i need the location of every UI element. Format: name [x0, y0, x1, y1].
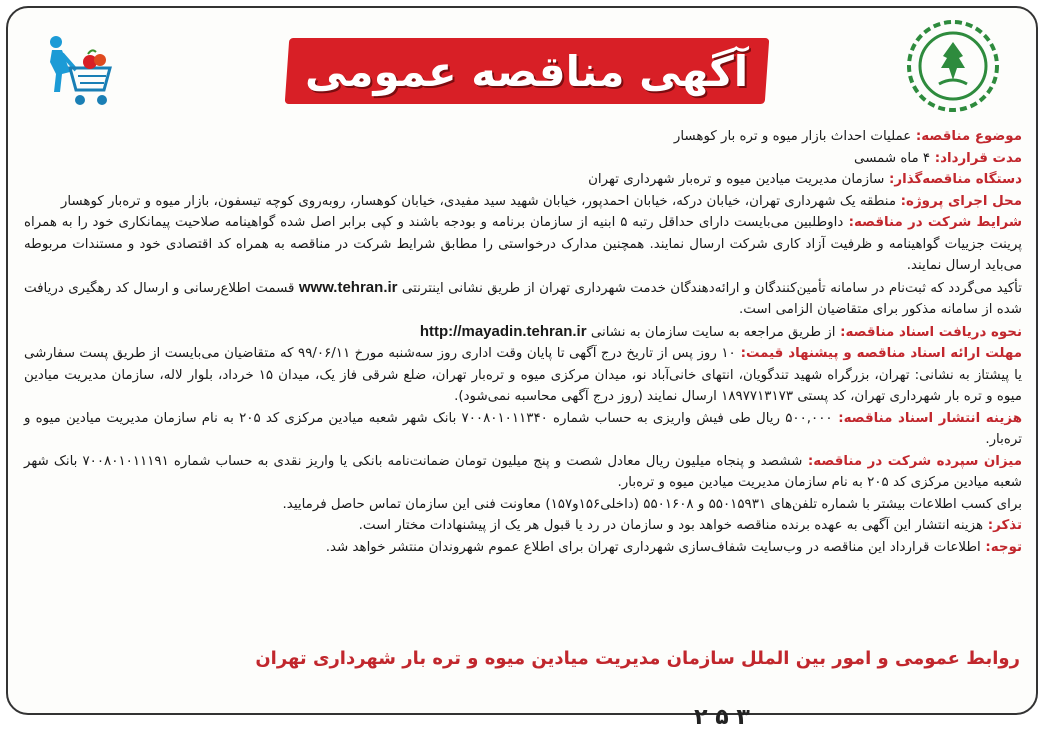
registration-note: [24, 277, 1022, 321]
organizer-text: سازمان مدیریت میادین میوه و تره‌بار شهرداری تهران: [588, 172, 885, 187]
duration-row: مدت قرارداد: ۴ ماه شمسی: [854, 150, 1022, 166]
deposit-row: میزان سپرده شرکت در مناقصه: ششصد و پنجاه میلیون ریال معادل شصت و پنج میلیون تومان ضمانت‌نامه بانکی یا واریز نقدی به حساب شماره ۷۰۰۸۰۱۰۱۱۱۹۱ بانک شهر شعبه میادین مرکزی کد ۲۰۵ به نام سازمان مدیریت میادین میوه و تره‌بار.: [24, 453, 1022, 490]
publication-cost-label: هزینه انتشار اسناد مناقصه: [843, 410, 1022, 426]
subject-text: عملیات احداث بازار میوه و تره بار کوهسار: [673, 129, 912, 144]
conditions-label: شرایط شرکت در مناقصه: [853, 215, 1022, 230]
shopping-cart-person-icon: [40, 32, 114, 110]
contact-row: [24, 494, 1022, 516]
location-label: محل اجرای پروژه: [906, 193, 1022, 209]
registration-note-end: قسمت اطلاع‌رسانی و ارسال کد رهگیری دریافت شده از سامانه مذکور برای متقاضیان الزامی است.: [24, 280, 1022, 317]
mayadin-site-link[interactable]: http://mayadin.tehran.ir: [419, 322, 587, 340]
deadline-row: مهلت ارائه اسناد مناقصه و پیشنهاد قیمت: ۱۰ روز پس از تاریخ درج آگهی تا پایان وقت اداری روز سه‌شنبه مورخ ۹۹/۰۶/۱۱ که متقاضیان می‌بایست از طریق پست سفارشی یا پیشتاز به نشانی: تهران، بزرگراه شهید تندگویان، انتهای خانی‌آباد نو، میدان مرکزی میوه و تره‌بار تهران، ضلع شرقی فاز یک، میدان ۱۵ خرداد، بلوار لاله، سازمان مدیریت میادین میوه و تره بار شهرداری تهران، کد پستی ۱۸۹۷۷۱۳۱۷۳ ارسال نمایند (روز درج آگهی محاسبه نمی‌شود).: [24, 346, 1022, 404]
deadline-label: مهلت ارائه اسناد مناقصه و پیشنهاد قیمت: [745, 346, 1022, 361]
page-reference: ۳ ۵ ۲: [694, 705, 750, 730]
tehran-municipality-emblem-icon: [905, 18, 1001, 114]
attention-text: اطلاعات قرارداد این مناقصه در وب‌سایت شفاف‌سازی شهرداری تهران برای اطلاع عموم شهروندان منتشر خواهد شد.: [325, 539, 981, 555]
notice-title: آگهی مناقصه عمومی: [305, 46, 749, 96]
reminder-label: تذکر: [993, 518, 1022, 533]
notice-body: [24, 126, 1022, 558]
registration-note-start: تأکید می‌گردد که ثبت‌نام در سامانه تأمین‌کنندگان و ارائه‌دهندگان خدمت شهرداری تهران از طریق نشانی اینترنتی: [401, 280, 1022, 296]
documents-text: از طریق مراجعه به سایت سازمان به نشانی: [590, 324, 836, 340]
tehran-portal-link[interactable]: www.tehran.ir: [298, 278, 398, 296]
conditions-row: شرایط شرکت در مناقصه: داوطلبین می‌بایست دارای حداقل رتبه ۵ ابنیه از سازمان برنامه و بودجه باشند و کپی برابر اصل شده گواهینامه صلاحیت پیمانکاری خود را به همراه پرینت جزییات گواهینامه و ظرفیت آزاد کاری شرکت ارسال نمایند. همچنین مدارک درخواستی را مطابق شرایط شرکت در مناقصه به همراه کد اقتصادی خود و مستندات مربوطه می‌باید ارسال نمایند.: [24, 215, 1022, 273]
conditions-text: داوطلبین می‌بایست دارای حداقل رتبه ۵ ابنیه از سازمان برنامه و بودجه باشند و کپی برابر اصل شده گواهینامه صلاحیت پیمانکاری خود را به همراه پرینت جزییات گواهینامه و ظرفیت آزاد کاری شرکت ارسال نمایند. همچنین مدارک درخواستی را مطابق شرایط شرکت در مناقصه به همراه کد اقتصادی خود و مستندات مربوطه می‌باید ارسال نمایند.: [24, 215, 1022, 273]
location-text: منطقه یک شهرداری تهران، خیابان درکه، خیابان احمدپور، خیابان شهید سید مفیدی، خیابان کوهسار، روبه‌روی کوچه تیسفون، بازار میوه و تره‌بار کوهسار: [60, 193, 897, 209]
publication-cost-text: ۵۰۰,۰۰۰ ریال طی فیش واریزی به حساب شماره ۷۰۰۸۰۱۰۱۱۳۴۰ بانک شهر شعبه میادین مرکزی کد ۲۰۵ به نام سازمان مدیریت میادین میوه و تره‌بار.: [24, 410, 1022, 447]
reminder-text: هزینه انتشار این آگهی به عهده برنده مناقصه خواهد بود و سازمان در رد یا قبول هر یک از پیشنهادات مختار است.: [358, 518, 984, 533]
attention-label: توجه: [990, 539, 1022, 555]
notice-header: [0, 0, 1046, 118]
footer-signature: روابط عمومی و امور بین الملل سازمان مدیریت میادین میوه و تره بار شهرداری تهران: [255, 648, 1020, 669]
notice-title-banner: [285, 38, 770, 104]
reminder-row: تذکر: هزینه انتشار این آگهی به عهده برنده مناقصه خواهد بود و سازمان در رد یا قبول هر یک از پیشنهادات مختار است.: [358, 518, 1022, 533]
organizer-label: دستگاه مناقصه‌گذار: [894, 172, 1022, 187]
subject-label: موضوع مناقصه: [921, 129, 1022, 144]
contact-text: برای کسب اطلاعات بیشتر با شماره تلفن‌های ۵۵۰۱۵۹۳۱ و ۵۵۰۱۶۰۸ (داخلی۱۵۶و۱۵۷) معاونت فنی این سازمان تماس حاصل فرمایید.: [282, 496, 1022, 512]
duration-label: مدت قرارداد: [940, 150, 1022, 166]
documents-row: نحوه دریافت اسناد مناقصه: از طریق مراجعه به سایت سازمان به نشانی http://mayadin.tehran.ir: [419, 322, 1022, 340]
attention-row: توجه: اطلاعات قرارداد این مناقصه در وب‌سایت شفاف‌سازی شهرداری تهران برای اطلاع عموم شهروندان منتشر خواهد شد.: [325, 539, 1022, 555]
deposit-text: ششصد و پنجاه میلیون ریال معادل شصت و پنج میلیون تومان ضمانت‌نامه بانکی یا واریز نقدی به حساب شماره ۷۰۰۸۰۱۰۱۱۱۹۱ بانک شهر شعبه میادین مرکزی کد ۲۰۵ به نام سازمان مدیریت میادین میوه و تره‌بار.: [24, 453, 1022, 490]
organizer-row: دستگاه مناقصه‌گذار: سازمان مدیریت میادین میوه و تره‌بار شهرداری تهران: [588, 172, 1022, 187]
documents-label: نحوه دریافت اسناد مناقصه: [845, 324, 1022, 340]
deposit-label: میزان سپرده شرکت در مناقصه: [813, 453, 1022, 469]
publication-cost-row: هزینه انتشار اسناد مناقصه: ۵۰۰,۰۰۰ ریال طی فیش واریزی به حساب شماره ۷۰۰۸۰۱۰۱۱۳۴۰ بانک شهر شعبه میادین مرکزی کد ۲۰۵ به نام سازمان مدیریت میادین میوه و تره‌بار.: [24, 410, 1022, 447]
deadline-text: ۱۰ روز پس از تاریخ درج آگهی تا پایان وقت اداری روز سه‌شنبه مورخ ۹۹/۰۶/۱۱ که متقاضیان می‌بایست از طریق پست سفارشی یا پیشتاز به نشانی: تهران، بزرگراه شهید تندگویان، انتهای خانی‌آباد نو، میدان مرکزی میوه و تره‌بار تهران، ضلع شرقی فاز یک، میدان ۱۵ خرداد، بلوار لاله، سازمان مدیریت میادین میوه و تره بار شهرداری تهران، کد پستی ۱۸۹۷۷۱۳۱۷۳ ارسال نمایند (روز درج آگهی محاسبه نمی‌شود).: [24, 346, 1022, 404]
location-row: محل اجرای پروژه: منطقه یک شهرداری تهران، خیابان درکه، خیابان احمدپور، خیابان شهید سید مفیدی، خیابان کوهسار، روبه‌روی کوچه تیسفون، بازار میوه و تره‌بار کوهسار: [60, 193, 1022, 209]
duration-text: ۴ ماه شمسی: [854, 150, 931, 166]
subject-row: موضوع مناقصه: عملیات احداث بازار میوه و تره بار کوهسار: [673, 129, 1022, 144]
